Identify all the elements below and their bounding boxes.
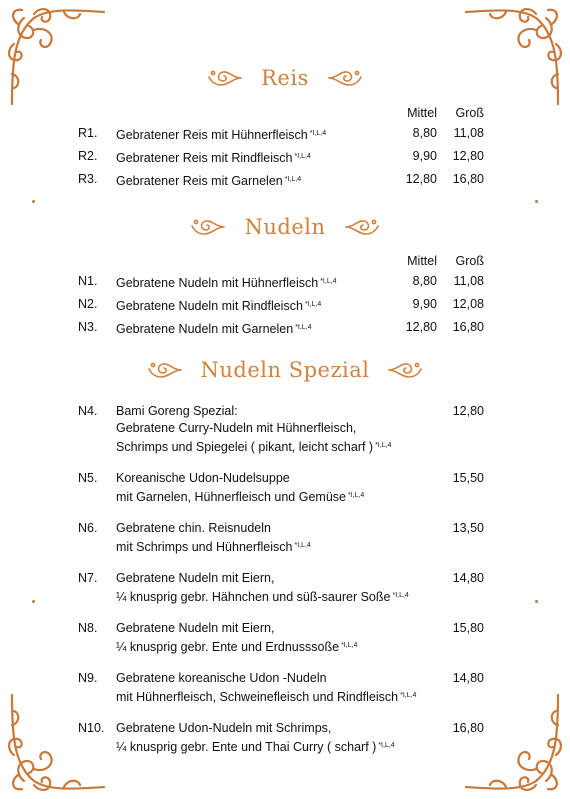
item-line: Gebratene Nudeln mit Eiern, (116, 571, 275, 585)
flourish-icon (207, 67, 243, 89)
flourish-icon (190, 216, 226, 238)
price-gross: 12,08 (452, 297, 484, 311)
item-line: Gebratene Curry-Nudeln mit Hühnerfleisch, (116, 421, 357, 435)
item-allergens: *I,L,4 (400, 692, 417, 699)
flourish-icon (387, 359, 423, 381)
price-gross: 12,80 (452, 149, 484, 163)
section-title-nudeln-spezial (0, 358, 570, 386)
item-allergens: *I,L,4 (309, 130, 327, 137)
item-allergens: *I,L,4 (341, 642, 358, 649)
border-dot (32, 200, 35, 203)
corner-ornament-icon (4, 685, 114, 795)
price: 15,50 (452, 471, 484, 485)
item-line: Schrimps und Spiegelei ( pikant, leicht scharf ) (116, 440, 374, 454)
item-name: Gebratener Reis mit Rindfleisch (116, 151, 293, 165)
flourish-icon (147, 359, 183, 381)
price: 14,80 (452, 571, 484, 585)
item-code: N1. (78, 274, 98, 288)
column-header-mittel: Mittel (407, 106, 437, 120)
price-mittel: 8,80 (412, 274, 437, 288)
item-line: ¼ knusprig gebr. Ente und Thai Curry ( scharf ) (116, 740, 377, 754)
item-code: R3. (78, 172, 98, 186)
price-gross: 11,08 (453, 274, 484, 288)
item-allergens: *I,L,4 (304, 301, 322, 308)
price-mittel: 9,90 (412, 149, 437, 163)
column-header-gross: Groß (455, 254, 484, 268)
item-allergens: *I,L,4 (294, 542, 311, 549)
column-header-gross: Groß (455, 106, 484, 120)
item-allergens: *I,L,4 (392, 592, 409, 599)
corner-ornament-icon (456, 685, 566, 795)
flourish-icon (344, 216, 380, 238)
item-line: Bami Goreng Spezial: (116, 404, 238, 418)
item-name: Gebratene Nudeln mit Rindfleisch (116, 299, 303, 313)
item-code: N3. (78, 320, 98, 334)
item-line: Gebratene Udon-Nudeln mit Schrimps, (116, 721, 332, 735)
item-allergens: *I,L,4 (320, 278, 337, 285)
item-line: Gebratene Nudeln mit Eiern, (116, 621, 275, 635)
price: 14,80 (452, 671, 484, 685)
price: 12,80 (452, 404, 484, 418)
item-code: R1. (78, 126, 98, 140)
price-gross: 16,80 (452, 320, 484, 334)
item-code: N5. (78, 471, 98, 485)
price-mittel: 9,90 (412, 297, 437, 311)
item-name: Gebratene Nudeln mit Garnelen (116, 322, 294, 336)
price-mittel: 12,80 (405, 320, 437, 334)
item-allergens: *I,L,4 (295, 324, 312, 331)
item-allergens: *I,L,4 (294, 153, 311, 160)
price-gross: 16,80 (452, 172, 484, 186)
item-name: Gebratener Reis mit Hühnerfleisch (116, 128, 308, 142)
item-code: N2. (78, 297, 98, 311)
column-header-mittel: Mittel (407, 254, 437, 268)
item-code: N10. (78, 721, 105, 735)
item-code: R2. (78, 149, 98, 163)
item-code: N9. (78, 671, 98, 685)
border-dot (535, 600, 538, 603)
section-title-reis (0, 66, 570, 94)
price: 15,80 (452, 621, 484, 635)
item-allergens: *I,L,4 (375, 442, 392, 449)
section-title-text: Reis (261, 66, 309, 90)
item-allergens: *I,L,4 (378, 742, 395, 749)
price: 13,50 (452, 521, 484, 535)
item-name: Gebratene Nudeln mit Hühnerfleisch (116, 276, 319, 290)
item-code: N7. (78, 571, 98, 585)
price-mittel: 8,80 (412, 126, 437, 140)
item-line: mit Hühnerfleisch, Schweinefleisch und Rindfleisch (116, 690, 399, 704)
item-line: mit Garnelen, Hühnerfleisch und Gemüse (116, 490, 346, 504)
item-allergens: *I,L,4 (284, 176, 302, 183)
item-code: N4. (78, 404, 98, 418)
section-title-nudeln (0, 215, 570, 243)
flourish-icon (327, 67, 363, 89)
price-mittel: 12,80 (405, 172, 437, 186)
border-dot (32, 600, 35, 603)
item-code: N6. (78, 521, 98, 535)
item-line: mit Schrimps und Hühnerfleisch (116, 540, 293, 554)
item-line: Gebratene chin. Reisnudeln (116, 521, 271, 535)
item-allergens: *I,L,4 (347, 492, 365, 499)
item-line: Gebratene koreanische Udon -Nudeln (116, 671, 327, 685)
border-dot (535, 200, 538, 203)
corner-ornament-icon (456, 4, 566, 114)
corner-ornament-icon (4, 4, 114, 114)
item-code: N8. (78, 621, 98, 635)
item-line: ¼ knusprig gebr. Hähnchen und süß-saurer Soße (116, 590, 391, 604)
section-title-text: Nudeln (244, 215, 326, 239)
price-gross: 11,08 (453, 126, 484, 140)
item-line: ¼ knusprig gebr. Ente und Erdnusssoße (116, 640, 340, 654)
section-title-text: Nudeln Spezial (200, 358, 370, 382)
item-name: Gebratener Reis mit Garnelen (116, 174, 283, 188)
price: 16,80 (452, 721, 484, 735)
item-line: Koreanische Udon-Nudelsuppe (116, 471, 290, 485)
